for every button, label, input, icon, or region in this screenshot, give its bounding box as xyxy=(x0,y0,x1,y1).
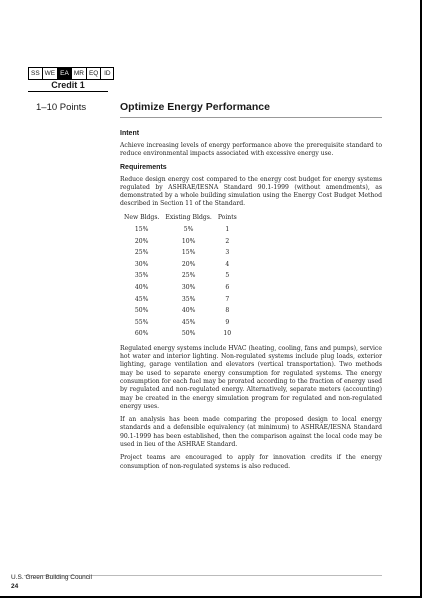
table-row xyxy=(124,282,243,294)
table-cell: 45% xyxy=(134,295,149,303)
tab-we: WE xyxy=(42,67,57,80)
tab-ss: SS xyxy=(28,67,42,80)
points-table xyxy=(124,214,243,340)
tab-mr: MR xyxy=(71,67,86,80)
innovation-credits-paragraph: Project teams are encouraged to apply for innovation credits if the energy consumption of non-regulated systems is also reduced. xyxy=(120,454,382,470)
table-row xyxy=(124,317,243,329)
table-cell: 20% xyxy=(181,260,196,268)
table-cell: 35% xyxy=(181,295,196,303)
tab-ea: EA xyxy=(57,67,71,80)
table-row xyxy=(124,224,243,236)
table-cell: 45% xyxy=(181,318,196,326)
table-cell: 35% xyxy=(134,272,149,280)
local-standards-paragraph: If an analysis has been made comparing the proposed design to local energy standards and a defensible equivalency (at minimum) to ASHRAE/IESNA Standard 90.1-1999 has been established, then the comparison against the local code may be used in lieu of the ASHRAE Standard. xyxy=(120,416,382,448)
table-cell: 1 xyxy=(225,226,230,234)
table-cell: 8 xyxy=(225,307,230,315)
table-header: New Bldgs. xyxy=(124,213,160,221)
intent-heading: Intent xyxy=(120,130,140,137)
regulated-systems-paragraph: Regulated energy systems include HVAC (heating, cooling, fans and pumps), service hot water and interior lighting. Non-regulated systems include plug loads, exterior lighting, garage ventilation and elevators (vertical transportation). Two methods may be used to separate energy consumption for regulated systems. The energy consumption for each fuel may be prorated according to the fraction of energy used by regulated and non-regulated energy. Alternatively, separate meters (accounting) may be created in the energy simulation program for regulated and non-regulated energy uses. xyxy=(120,344,382,410)
table-cell: 10 xyxy=(223,330,232,338)
table-cell: 3 xyxy=(225,249,230,257)
tab-id: ID xyxy=(100,67,114,80)
table-cell: 55% xyxy=(134,318,149,326)
points-label: 1–10 Points xyxy=(36,102,87,113)
table-row xyxy=(124,270,243,282)
page-title: Optimize Energy Performance xyxy=(120,101,270,113)
intent-text: Achieve increasing levels of energy performance above the prerequisite standard to reduce environmental impacts associated with excessive energy use. xyxy=(120,142,382,158)
main-content xyxy=(120,130,382,476)
table-cell: 2 xyxy=(225,237,230,245)
requirements-intro: Reduce design energy cost compared to the energy cost budget for energy systems regulated by ASHRAE/IESNA Standard 90.1-1999 (without amendments), as demonstrated by a whole building simulation using the Energy Cost Budget Method described in Section 11 of the Standard. xyxy=(120,175,382,208)
table-cell: 30% xyxy=(181,284,196,292)
table-header: Points xyxy=(217,213,237,221)
table-cell: 25% xyxy=(181,272,196,280)
table-cell: 5% xyxy=(183,226,194,234)
credit-divider xyxy=(28,91,108,92)
table-row xyxy=(124,247,243,259)
table-header: Existing Bldgs. xyxy=(165,213,212,221)
page-number: 24 xyxy=(11,583,19,590)
requirements-heading: Requirements xyxy=(120,163,167,171)
table-row xyxy=(124,293,243,305)
table-cell: 10% xyxy=(181,237,196,245)
table-cell: 15% xyxy=(181,249,196,257)
tab-eq: EQ xyxy=(86,67,100,80)
footer-organization: U.S. Green Building Council xyxy=(11,574,92,581)
table-cell: 30% xyxy=(134,260,149,268)
table-row xyxy=(124,328,243,340)
credit-label: Credit 1 xyxy=(51,80,85,90)
category-tabs xyxy=(28,67,114,80)
table-row xyxy=(124,305,243,317)
table-cell: 4 xyxy=(225,260,230,268)
table-cell: 9 xyxy=(225,318,230,326)
table-cell: 15% xyxy=(134,226,149,234)
table-cell: 40% xyxy=(181,307,196,315)
table-cell: 6 xyxy=(225,284,230,292)
table-cell: 50% xyxy=(181,330,196,338)
table-cell: 40% xyxy=(134,284,149,292)
table-cell: 7 xyxy=(225,295,230,303)
table-cell: 50% xyxy=(134,307,149,315)
table-row xyxy=(124,235,243,247)
table-cell: 25% xyxy=(134,249,149,257)
title-divider xyxy=(120,117,382,118)
table-row xyxy=(124,259,243,271)
table-cell: 20% xyxy=(134,237,149,245)
table-cell: 5 xyxy=(225,272,230,280)
table-cell: 60% xyxy=(134,330,149,338)
